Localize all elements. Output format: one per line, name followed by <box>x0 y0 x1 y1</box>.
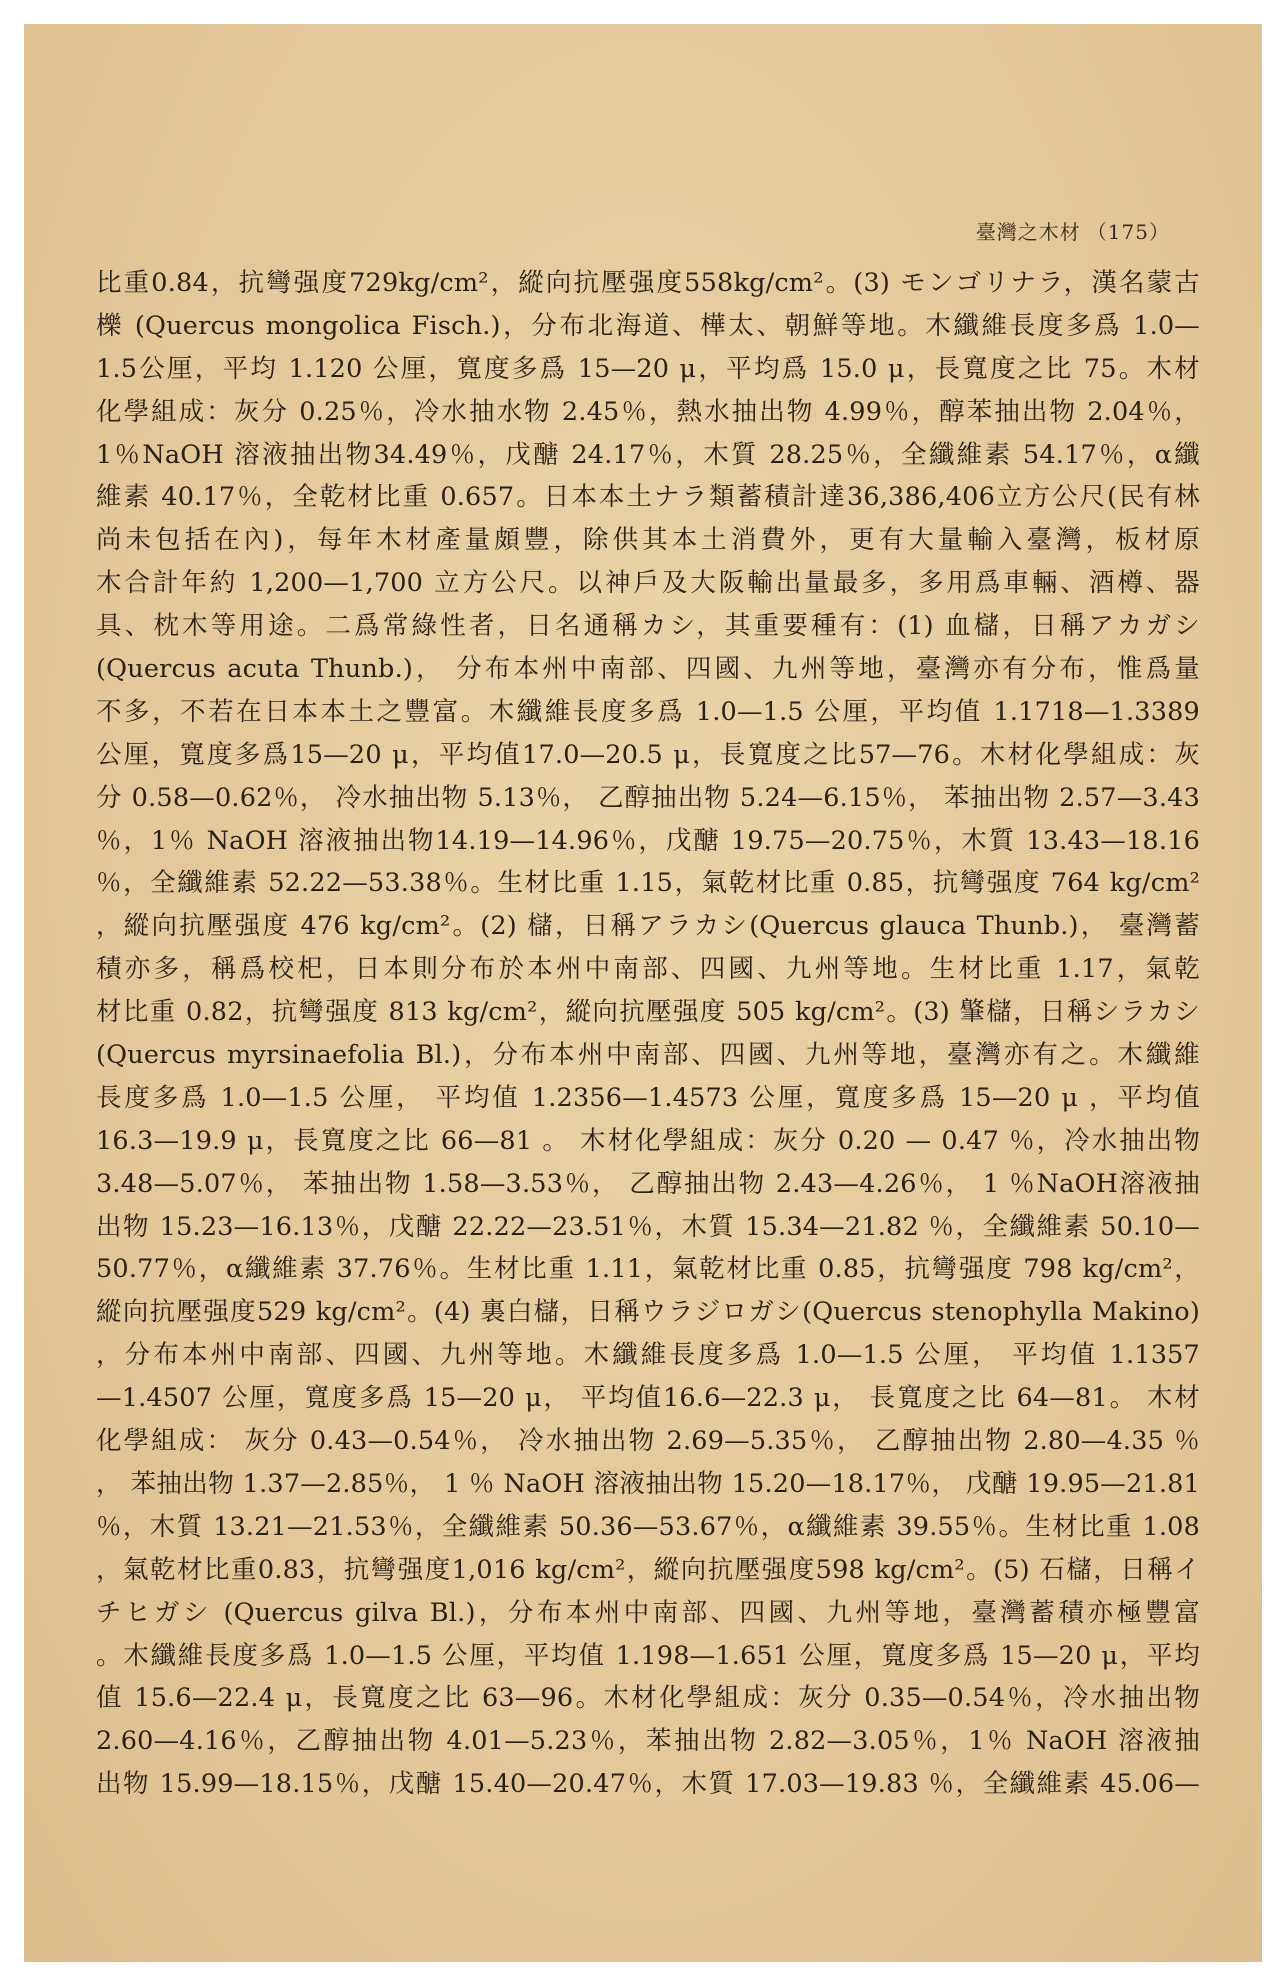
text-line: チヒガシ (Quercus gilva Bl.)，分布本州中南部、四國、九州等地，臺灣蓄積亦極豐富 <box>96 1597 1200 1628</box>
text-line: 16.3—19.9 μ，長寬度之比 66—81 。 木材化學組成：灰分 0.20 — 0.47 ％，冷水抽出物 <box>96 1125 1200 1156</box>
page-header <box>970 216 1170 245</box>
text-line: 1.5公厘，平均 1.120 公厘，寬度多爲 15—20 μ，平均爲 15.0 μ，長寬度之比 75。木材 <box>96 353 1200 384</box>
body-text <box>96 262 1200 1806</box>
text-line: 50.77％，α纖維素 37.76％。生材比重 1.11，氣乾材比重 0.85，抗彎强度 798 kg/cm²， <box>96 1254 1200 1285</box>
text-line: 維素 40.17％，全乾材比重 0.657。日本本土ナラ類蓄積計達36,386,406立方公尺(民有林 <box>96 482 1200 513</box>
text-line: ％，全纖維素 52.22—53.38％。生材比重 1.15，氣乾材比重 0.85，抗彎强度 764 kg/cm² <box>96 868 1200 899</box>
text-line: 櫟 (Quercus mongolica Fisch.)，分布北海道、樺太、朝鮮等地。木纖維長度多爲 1.0— <box>96 310 1200 341</box>
text-line: 尚未包括在內)，每年木材產量頗豐，除供其本土消費外，更有大量輸入臺灣，板材原 <box>96 525 1200 556</box>
text-line: 1％NaOH 溶液抽出物34.49％，戊醣 24.17％，木質 28.25％，全纖維素 54.17％，α纖 <box>96 439 1200 470</box>
text-line: 不多，不若在日本本土之豐富。木纖維長度多爲 1.0—1.5 公厘，平均值 1.1718—1.3389 <box>96 696 1200 727</box>
text-line: 長度多爲 1.0—1.5 公厘， 平均值 1.2356—1.4573 公厘，寬度多爲 15—20 μ ，平均值 <box>96 1082 1200 1113</box>
header-page-number: （175） <box>1086 220 1170 244</box>
text-line: 分 0.58—0.62％， 冷水抽出物 5.13％， 乙醇抽出物 5.24—6.15％， 苯抽出物 2.57—3.43 <box>96 782 1200 813</box>
text-line: 。木纖維長度多爲 1.0—1.5 公厘，平均值 1.198—1.651 公厘，寬度多爲 15—20 μ，平均 <box>96 1640 1200 1671</box>
text-line: 值 15.6—22.4 μ，長寬度之比 63—96。木材化學組成：灰分 0.35—0.54％，冷水抽出物 <box>96 1683 1200 1714</box>
text-line: 縱向抗壓强度529 kg/cm²。(4) 裏白櫧，日稱ウラジロガシ(Quercus stenophylla Makino) <box>96 1297 1200 1328</box>
text-line: —1.4507 公厘，寬度多爲 15—20 μ， 平均值16.6—22.3 μ， 長寬度之比 64—81。 木材 <box>96 1383 1200 1414</box>
text-line: 化學組成： 灰分 0.43—0.54％， 冷水抽出物 2.69—5.35％， 乙醇抽出物 2.80—4.35 ％ <box>96 1426 1200 1457</box>
header-title: 臺灣之木材 <box>975 220 1081 244</box>
document-page <box>24 24 1262 1962</box>
text-line: 比重0.84，抗彎强度729kg/cm²，縱向抗壓强度558kg/cm²。(3) モンゴリナラ，漢名蒙古 <box>96 268 1200 298</box>
text-line: ％，木質 13.21—21.53％，全纖維素 50.36—53.67％，α纖維素 39.55％。生材比重 1.08 <box>96 1511 1200 1542</box>
text-line: ，氣乾材比重0.83，抗彎强度1,016 kg/cm²，縱向抗壓强度598 kg/cm²。(5) 石櫧，日稱イ <box>96 1554 1200 1585</box>
text-line: ％，1％ NaOH 溶液抽出物14.19—14.96％，戊醣 19.75—20.75％，木質 13.43—18.16 <box>96 825 1200 856</box>
text-line: 出物 15.99—18.15％，戊醣 15.40—20.47％，木質 17.03—19.83 ％，全纖維素 45.06— <box>96 1769 1200 1800</box>
text-line: 材比重 0.82，抗彎强度 813 kg/cm²，縱向抗壓强度 505 kg/cm²。(3) 𦘦櫧，日稱シラカシ <box>96 997 1200 1028</box>
text-line: (Quercus acuta Thunb.)， 分布本州中南部、四國、九州等地，臺灣亦有分布，惟爲量 <box>96 654 1200 685</box>
text-line: 出物 15.23—16.13％，戊醣 22.22—23.51％，木質 15.34—21.82 ％，全纖維素 50.10— <box>96 1211 1200 1242</box>
text-line: 化學組成：灰分 0.25％，冷水抽水物 2.45％，熱水抽出物 4.99％，醇苯抽出物 2.04％， <box>96 396 1200 427</box>
text-line: (Quercus myrsinaefolia Bl.)，分布本州中南部、四國、九州等地，臺灣亦有之。木纖維 <box>96 1040 1200 1071</box>
text-line: 2.60—4.16％，乙醇抽出物 4.01—5.23％，苯抽出物 2.82—3.05％，1％ NaOH 溶液抽 <box>96 1726 1200 1757</box>
text-line: 木合計年約 1,200—1,700 立方公尺。以神戶及大阪輸出量最多，多用爲車輛、酒樽、器 <box>96 568 1200 599</box>
text-line: 積亦多，稱爲校𣏌，日本則分布於本州中南部、四國、九州等地。生材比重 1.17，氣乾 <box>96 954 1200 985</box>
text-line: ，分布本州中南部、四國、九州等地。木纖維長度多爲 1.0—1.5 公厘， 平均值 1.1357 <box>96 1340 1200 1371</box>
text-line: 具、枕木等用途。二爲常綠性者，日名通稱カシ，其重要種有：(1) 血櫧，日稱アカガシ <box>96 611 1200 642</box>
text-line: 公厘，寬度多爲15—20 μ，平均值17.0—20.5 μ，長寬度之比57—76。木材化學組成：灰 <box>96 739 1200 770</box>
text-line: 3.48—5.07％， 苯抽出物 1.58—3.53％， 乙醇抽出物 2.43—4.26％， 1 ％NaOH溶液抽 <box>96 1168 1200 1199</box>
text-line: ，縱向抗壓强度 476 kg/cm²。(2) 櫧，日稱アラカシ(Quercus glauca Thunb.)， 臺灣蓄 <box>96 911 1200 942</box>
text-line: ， 苯抽出物 1.37—2.85％， 1 ％ NaOH 溶液抽出物 15.20—18.17％， 戊醣 19.95—21.81 <box>96 1468 1200 1499</box>
